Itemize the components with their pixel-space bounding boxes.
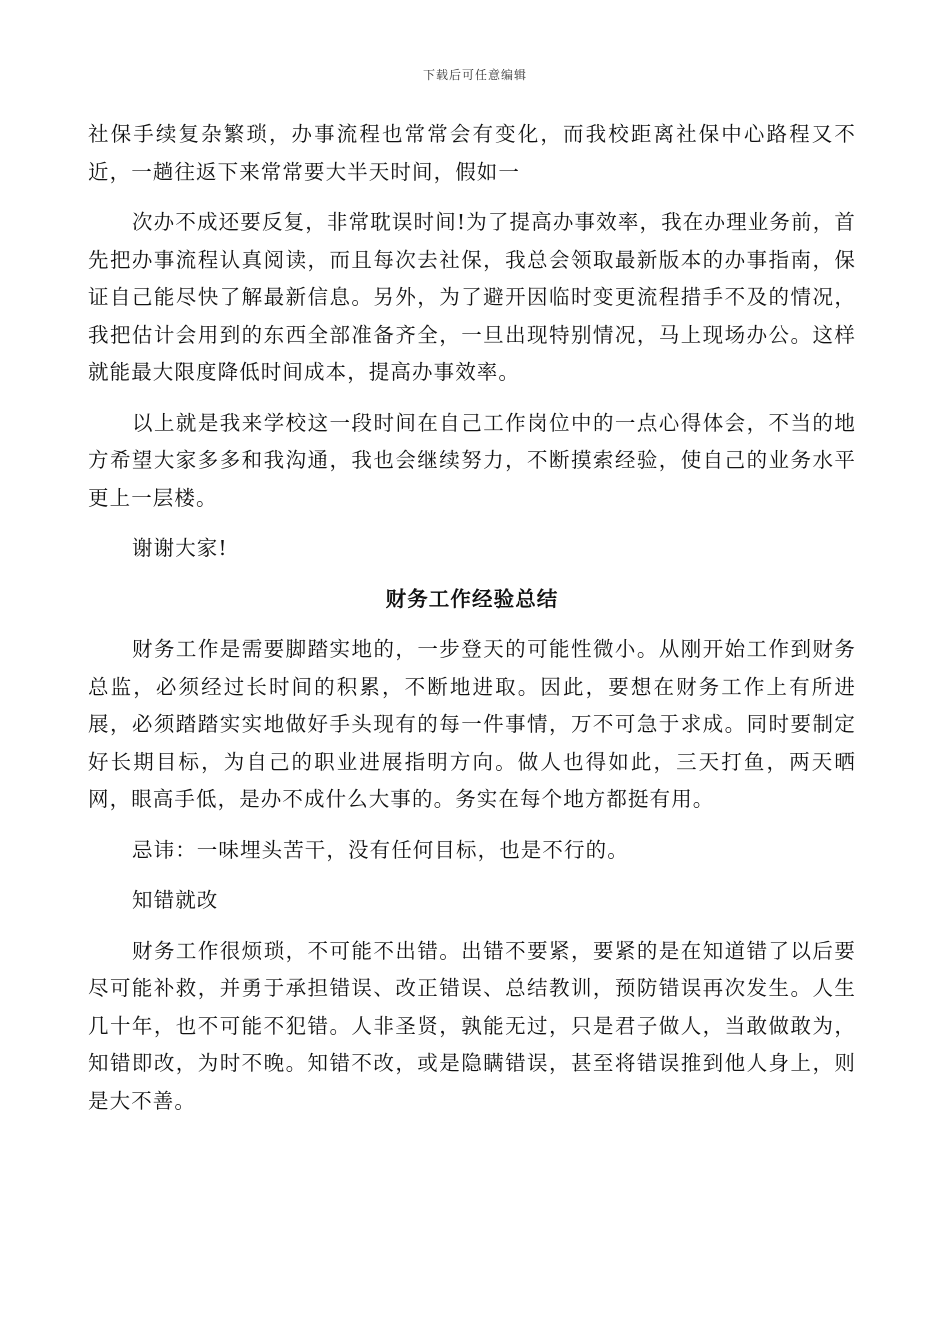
paragraph-taboo: 忌讳：一味埋头苦干，没有任何目标，也是不行的。: [132, 837, 629, 862]
paragraph-mistakes: 财务工作很烦琐，不可能不出错。出错不要紧，要紧的是在知道错了以后要尽可能补救，并勇于承担错误、改正错误、总结教训，预防错误再次发生。人生几十年，也不可能不犯错。人非圣贤，孰能无过，只是君子做人，当敢做敢为，知错即改，为时不晚。知错不改，或是隐瞒错误，甚至将错误推到他人身上，则是大不善。: [88, 938, 856, 1113]
paragraph-social-security-procedures: 社保手续复杂繁琐，办事流程也常常会有变化，而我校距离社保中心路程又不近，一趟往返下来常常要大半天时间，假如一: [88, 122, 856, 184]
paragraph-thanks: 谢谢大家!: [132, 536, 228, 560]
header-note: 下载后可任意编辑: [422, 68, 527, 82]
document-body: [88, 116, 856, 1120]
subheading-correct-mistakes: 知错就改: [132, 888, 219, 912]
paragraph-closing-remarks: 以上就是我来学校这一段时间在自己工作岗位中的一点心得体会，不当的地方希望大家多多和我沟通，我也会继续努力，不断摸索经验，使自己的业务水平更上一层楼。: [88, 410, 856, 510]
section-title: 财务工作经验总结: [385, 586, 559, 611]
paragraph-efficiency: 次办不成还要反复，非常耽误时间!为了提高办事效率，我在办理业务前，首先把办事流程认真阅读，而且每次去社保，我总会领取最新版本的办事指南，保证自己能尽快了解最新信息。另外，为了避开因临时变更流程措手不及的情况，我把估计会用到的东西全部准备齐全，一旦出现特别情况，马上现场办公。这样就能最大限度降低时间成本，提高办事效率。: [88, 210, 856, 384]
paragraph-down-to-earth: 财务工作是需要脚踏实地的，一步登天的可能性微小。从刚开始工作到财务总监，必须经过长时间的积累，不断地进取。因此，要想在财务工作上有所进展，必须踏踏实实地做好手头现有的每一件事情，万不可急于求成。同时要制定好长期目标，为自己的职业进展指明方向。做人也得如此，三天打鱼，两天晒网，眼高手低，是办不成什么大事的。务实在每个地方都挺有用。: [88, 637, 856, 811]
